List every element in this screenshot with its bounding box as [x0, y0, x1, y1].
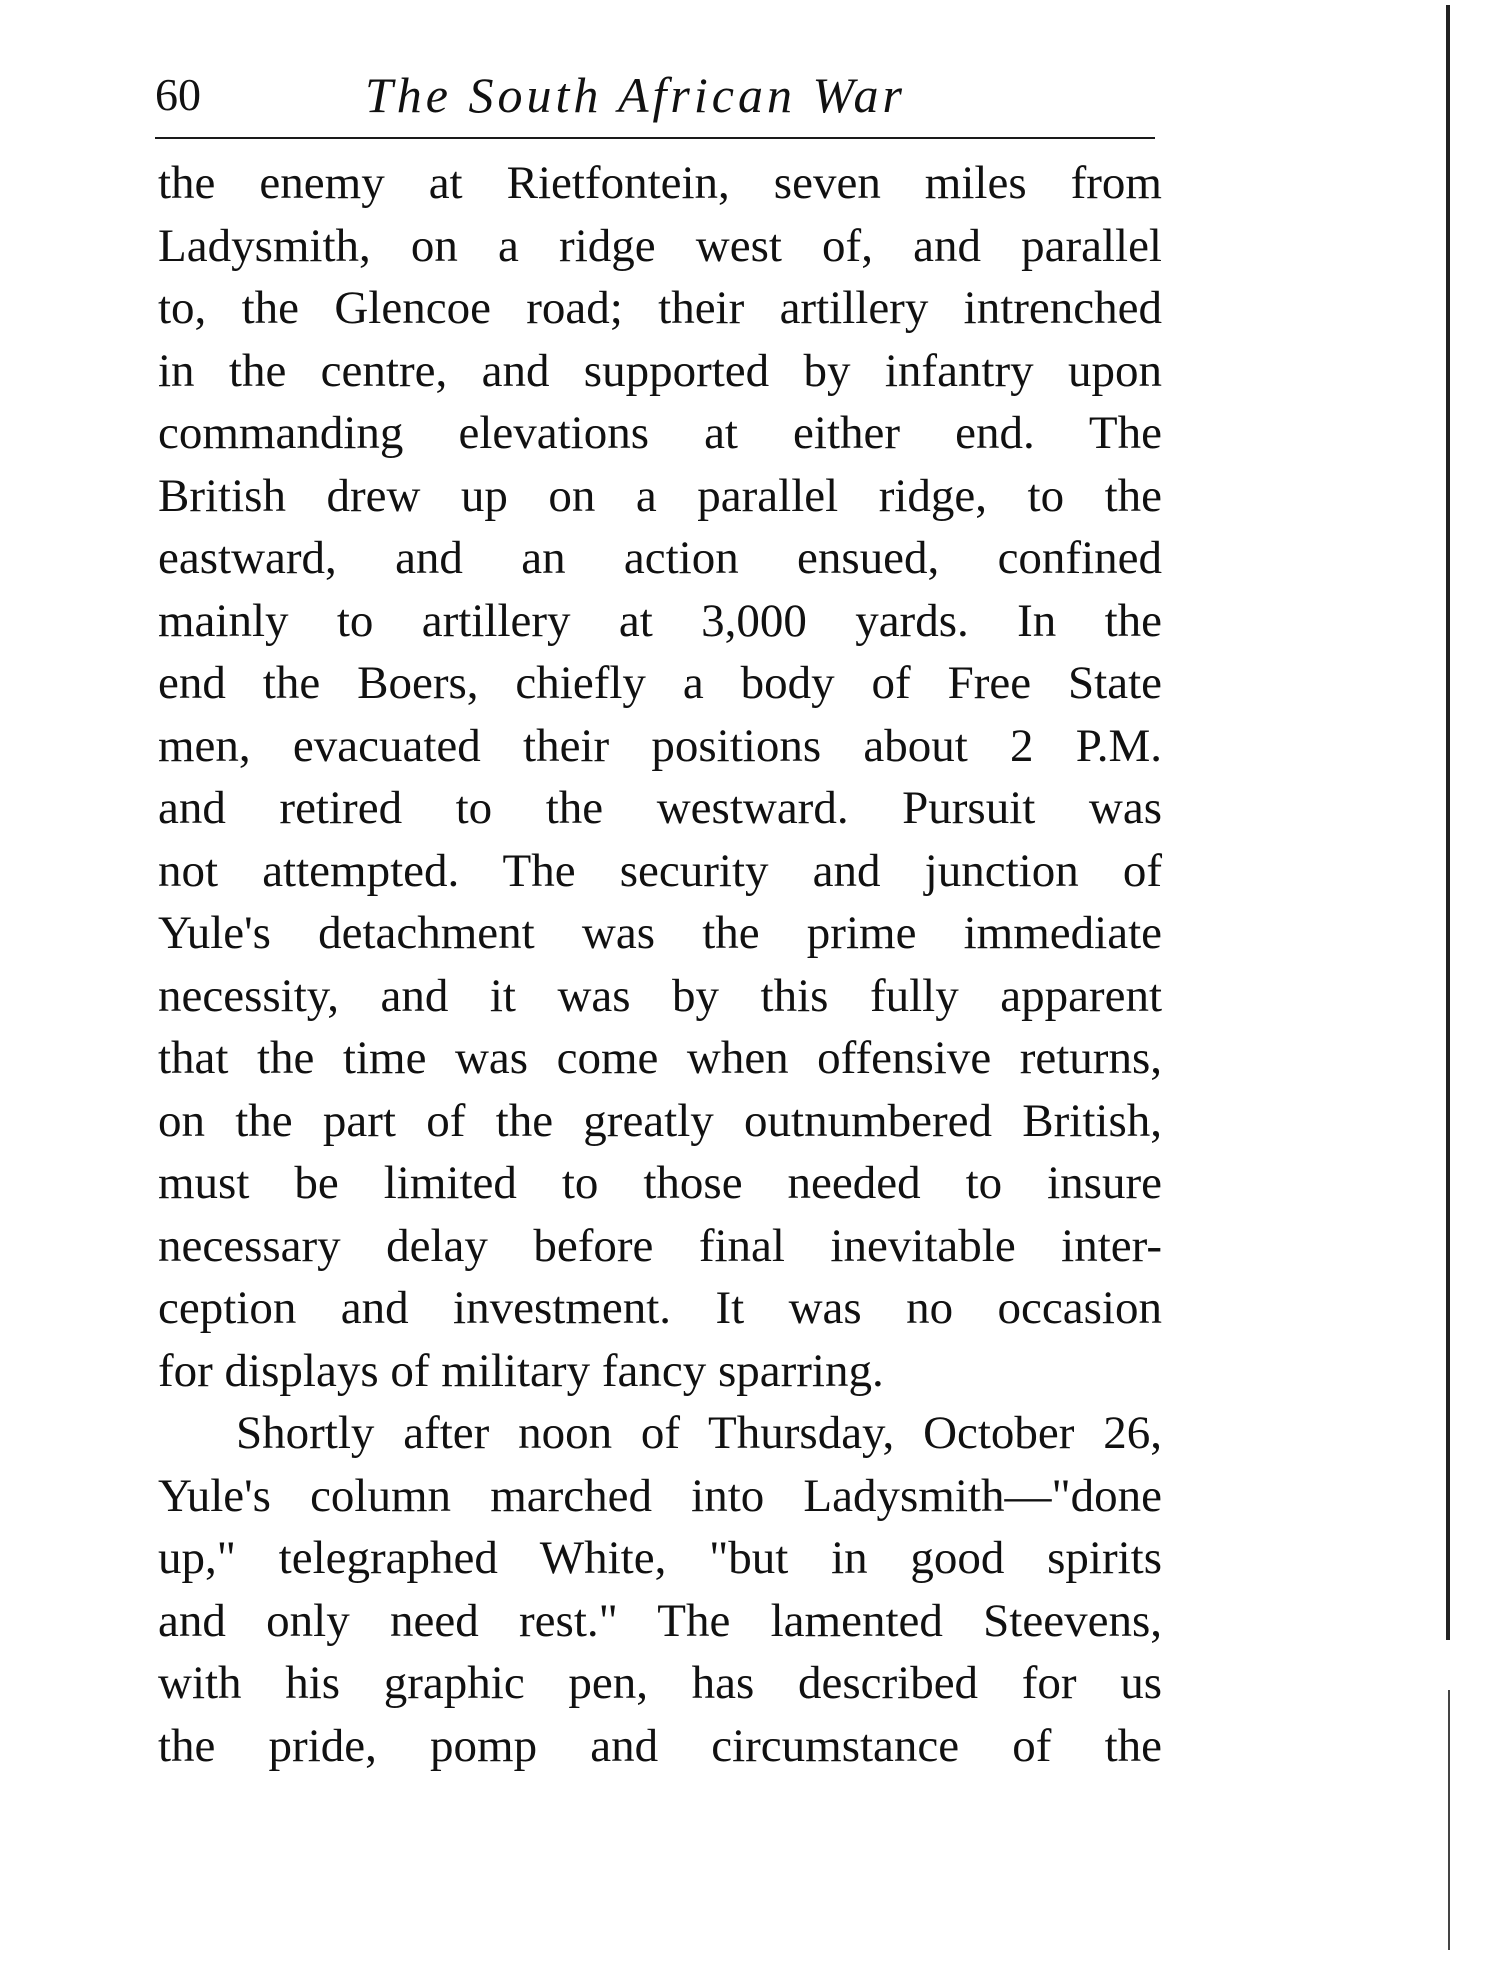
text-line: end the Boers, chiefly a body of Free State [158, 657, 1162, 709]
text-line: and retired to the westward. Pursuit was [158, 782, 1162, 834]
text-line: Shortly after noon of Thursday, October 26, [236, 1407, 1162, 1459]
text-line: not attempted. The security and junction of [158, 844, 1162, 897]
text-line: the pride, pomp and circumstance of the [158, 1719, 1162, 1772]
text-line: in the centre, and supported by infantry upon [158, 344, 1162, 397]
text-line: must be limited to those needed to insure [158, 1157, 1162, 1209]
text-line: necessary delay before final inevitable inter- [158, 1219, 1162, 1272]
text-line: that the time was come when offensive returns, [158, 1032, 1162, 1084]
body-text [158, 152, 1162, 1777]
page-number: 60 [155, 69, 201, 120]
text-line: British drew up on a parallel ridge, to the [158, 469, 1162, 522]
header-rule [155, 137, 1155, 139]
text-line: mainly to artillery at 3,000 yards. In the [158, 594, 1162, 647]
text-line: men, evacuated their positions about 2 P.M. [158, 719, 1162, 772]
text-line: Yule's column marched into Ladysmith—"done [158, 1469, 1162, 1522]
scan-margin-edge [1446, 5, 1450, 1640]
text-line: and only need rest." The lamented Steevens, [158, 1594, 1162, 1647]
text-line: necessity, and it was by this fully apparent [158, 969, 1162, 1022]
text-line: commanding elevations at either end. The [158, 407, 1162, 459]
text-line: for displays of military fancy sparring. [158, 1344, 884, 1397]
page-header [155, 60, 1155, 130]
text-line: eastward, and an action ensued, confined [158, 532, 1162, 584]
text-line: the enemy at Rietfontein, seven miles from [158, 157, 1162, 209]
running-title: The South African War [365, 67, 906, 123]
text-line: ception and investment. It was no occasion [158, 1282, 1162, 1334]
text-line: to, the Glencoe road; their artillery intrenched [158, 282, 1162, 334]
text-line: Yule's detachment was the prime immediate [158, 907, 1162, 959]
text-line: on the part of the greatly outnumbered British, [158, 1094, 1162, 1147]
text-line: Ladysmith, on a ridge west of, and parallel [158, 219, 1162, 272]
text-line: with his graphic pen, has described for us [158, 1657, 1162, 1709]
scan-margin-edge-lower [1448, 1690, 1450, 1950]
text-line: up," telegraphed White, "but in good spirits [158, 1532, 1162, 1584]
